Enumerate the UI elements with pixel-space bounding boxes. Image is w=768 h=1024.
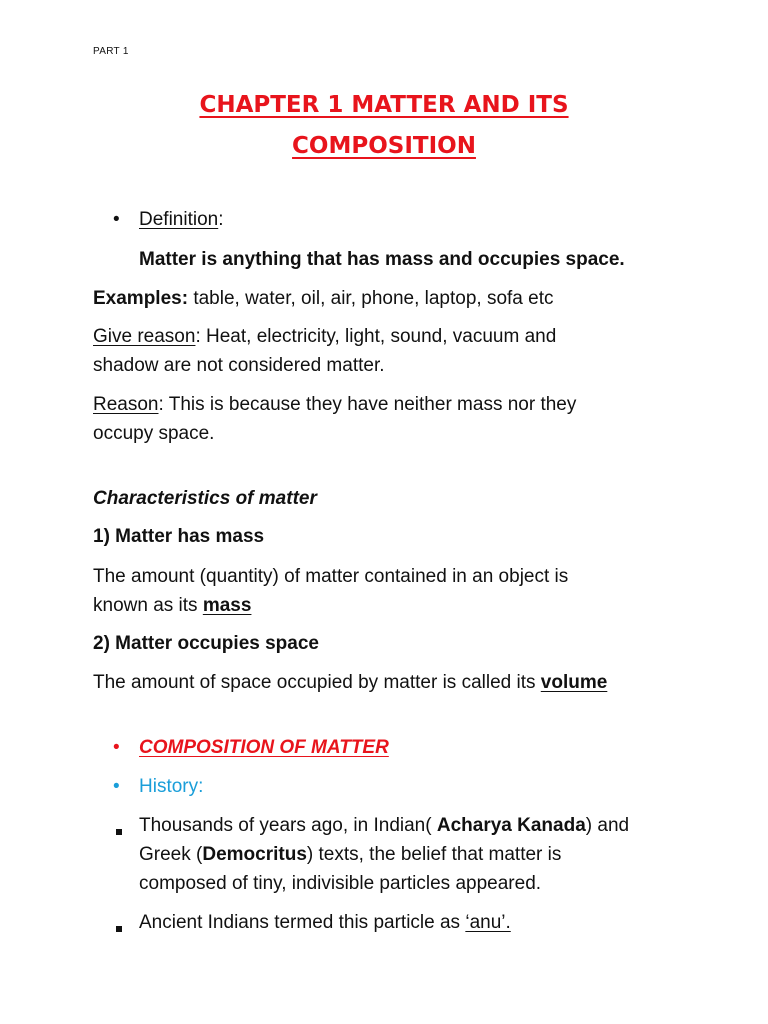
bullet-icon: •	[113, 776, 120, 797]
volume-prefix: The amount of space occupied by matter is called its	[93, 672, 541, 693]
democritus: Democritus	[202, 844, 307, 865]
reason-line2: occupy space.	[93, 423, 215, 444]
examples-label: Examples:	[93, 288, 189, 309]
bullet-icon: •	[113, 737, 120, 758]
history-label: History:	[139, 776, 204, 797]
point1-text-b: ) and	[585, 815, 630, 836]
give-reason-text1: : Heat, electricity, light, sound, vacuum and	[195, 326, 557, 347]
point2-text: Ancient Indians termed this particle as	[139, 912, 466, 933]
chapter-title-line1: CHAPTER 1 MATTER AND ITS	[199, 92, 569, 118]
part-label: PART 1	[93, 46, 129, 57]
point1-text-a: Thousands of years ago, in Indian(	[139, 815, 437, 836]
volume-keyword: volume	[540, 672, 608, 693]
acharya-kanada: Acharya Kanada	[436, 815, 586, 836]
definition-heading	[139, 205, 224, 234]
chapter-title-line2: COMPOSITION	[292, 133, 476, 159]
history-point2	[139, 908, 511, 937]
characteristic-2-heading: 2) Matter occupies space	[93, 633, 319, 654]
history-bullet	[113, 772, 120, 801]
examples-line	[93, 284, 554, 313]
characteristics-heading: Characteristics of matter	[93, 488, 317, 509]
give-reason-line2: shadow are not considered matter.	[93, 355, 385, 376]
composition-bullet	[113, 733, 120, 762]
reason-line1	[93, 390, 576, 419]
examples-text: table, water, oil, air, phone, laptop, sofa etc	[188, 288, 554, 309]
square-bullet-icon	[116, 919, 122, 937]
history-point1-line3: composed of tiny, indivisible particles appeared.	[139, 873, 542, 894]
square-bullet-icon	[116, 822, 122, 840]
bullet-icon: •	[113, 209, 120, 230]
characteristic-2-line	[93, 668, 607, 697]
characteristic-1-line1: The amount (quantity) of matter contained in an object is	[93, 566, 569, 587]
composition-heading: COMPOSITION OF MATTER	[139, 737, 389, 758]
history-point1-line2	[139, 840, 561, 869]
characteristic-1-heading: 1) Matter has mass	[93, 526, 265, 547]
reason-text1: : This is because they have neither mass nor they	[158, 394, 577, 415]
definition-bullet	[113, 205, 120, 234]
give-reason-label: Give reason	[93, 326, 196, 347]
anu-term: ‘anu’.	[465, 912, 511, 933]
mass-keyword: mass	[202, 595, 252, 616]
definition-label: Definition	[139, 209, 219, 230]
characteristic-1-line2	[93, 591, 251, 620]
definition-statement: Matter is anything that has mass and occupies space.	[139, 249, 625, 270]
point1-line2-b: ) texts, the belief that matter is	[306, 844, 562, 865]
point1-line2-a: Greek (	[139, 844, 203, 865]
definition-colon: :	[218, 209, 224, 230]
history-point1-line1	[139, 811, 629, 840]
reason-label: Reason	[93, 394, 159, 415]
give-reason-line1	[93, 322, 556, 351]
mass-prefix: known as its	[93, 595, 203, 616]
